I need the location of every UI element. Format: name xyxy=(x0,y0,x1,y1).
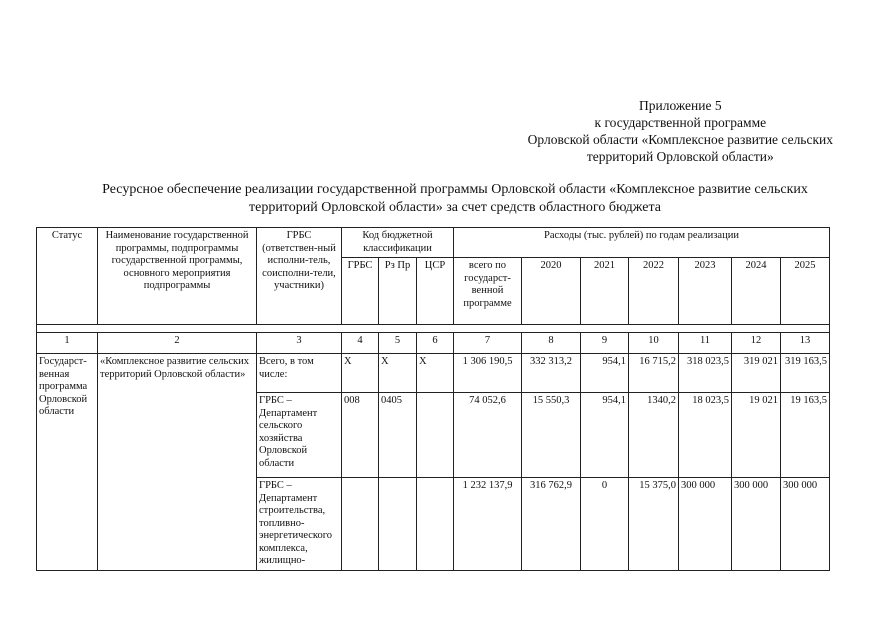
column-number: 11 xyxy=(679,333,732,354)
column-number: 6 xyxy=(417,333,454,354)
column-number: 12 xyxy=(732,333,781,354)
year-2022-cell: 16 715,2 xyxy=(629,354,679,393)
year-2020-cell: 15 550,3 xyxy=(522,393,581,478)
column-number: 1 xyxy=(37,333,98,354)
column-number: 3 xyxy=(257,333,342,354)
column-number: 13 xyxy=(781,333,830,354)
code-grbs-cell xyxy=(342,478,379,571)
header-year-2020: 2020 xyxy=(522,258,581,325)
column-number: 8 xyxy=(522,333,581,354)
code-csr-cell: Х xyxy=(417,354,454,393)
header-grbs: ГРБС (ответствен-ный исполни-тель, соисполни-тели, участники) xyxy=(257,228,342,325)
header-budget-code: Код бюджетной классификации xyxy=(342,228,454,258)
code-csr-cell xyxy=(417,393,454,478)
year-2022-cell: 1340,2 xyxy=(629,393,679,478)
year-2023-cell: 18 023,5 xyxy=(679,393,732,478)
total-cell: 1 306 190,5 xyxy=(454,354,522,393)
year-2023-cell: 300 000 xyxy=(679,478,732,571)
header-code-rzpr: Рз Пр xyxy=(379,258,417,325)
column-number: 2 xyxy=(98,333,257,354)
status-cell: Государст-венная программа Орловской области xyxy=(37,354,98,571)
year-2024-cell: 19 021 xyxy=(732,393,781,478)
header-total: всего по государст-венной программе xyxy=(454,258,522,325)
header-expenses: Расходы (тыс. рублей) по годам реализации xyxy=(454,228,830,258)
year-2021-cell: 0 xyxy=(581,478,629,571)
year-2024-cell: 319 021 xyxy=(732,354,781,393)
code-grbs-cell: 008 xyxy=(342,393,379,478)
header-status: Статус xyxy=(37,228,98,325)
header-code-csr: ЦСР xyxy=(417,258,454,325)
appendix-line-3: Орловской области «Комплексное развитие сельских xyxy=(527,132,833,147)
year-2020-cell: 316 762,9 xyxy=(522,478,581,571)
header-year-2023: 2023 xyxy=(679,258,732,325)
column-number: 4 xyxy=(342,333,379,354)
resource-table-container xyxy=(36,227,830,571)
year-2022-cell: 15 375,0 xyxy=(629,478,679,571)
document-title xyxy=(60,181,850,217)
year-2021-cell: 954,1 xyxy=(581,393,629,478)
grbs-cell: Всего, в том числе: xyxy=(257,354,342,393)
document-title-line-1: Ресурсное обеспечение реализации государственной программы Орловской области «Комплексное развитие сельских xyxy=(102,182,808,197)
total-cell: 74 052,6 xyxy=(454,393,522,478)
code-csr-cell xyxy=(417,478,454,571)
column-number-row xyxy=(37,333,830,354)
total-cell: 1 232 137,9 xyxy=(454,478,522,571)
column-number: 10 xyxy=(629,333,679,354)
code-rzpr-cell xyxy=(379,478,417,571)
code-rzpr-cell: Х xyxy=(379,354,417,393)
code-rzpr-cell: 0405 xyxy=(379,393,417,478)
header-year-2025: 2025 xyxy=(781,258,830,325)
grbs-cell: ГРБС – Департамент сельского хозяйства Орловской области xyxy=(257,393,342,478)
table-gap xyxy=(37,325,830,333)
header-code-grbs: ГРБС xyxy=(342,258,379,325)
year-2023-cell: 318 023,5 xyxy=(679,354,732,393)
year-2025-cell: 19 163,5 xyxy=(781,393,830,478)
year-2024-cell: 300 000 xyxy=(732,478,781,571)
grbs-cell: ГРБС – Департамент строительства, топливно-энергетического комплекса, жилищно- xyxy=(257,478,342,571)
program-name-cell: «Комплексное развитие сельских территорий Орловской области» xyxy=(98,354,257,571)
header-row-1 xyxy=(37,228,830,258)
appendix-line-1: Приложение 5 xyxy=(639,98,722,113)
year-2021-cell: 954,1 xyxy=(581,354,629,393)
header-name: Наименование государственной программы, подпрограммы государственной программы, основного мероприятия подпрограммы xyxy=(98,228,257,325)
appendix-line-4: территорий Орловской области» xyxy=(586,149,774,164)
year-2025-cell: 319 163,5 xyxy=(781,354,830,393)
table-row xyxy=(37,354,830,393)
year-2020-cell: 332 313,2 xyxy=(522,354,581,393)
code-grbs-cell: Х xyxy=(342,354,379,393)
column-number: 5 xyxy=(379,333,417,354)
header-year-2021: 2021 xyxy=(581,258,629,325)
document-title-line-2: территорий Орловской области» за счет средств областного бюджета xyxy=(248,200,662,215)
header-year-2024: 2024 xyxy=(732,258,781,325)
column-number: 9 xyxy=(581,333,629,354)
header-year-2022: 2022 xyxy=(629,258,679,325)
column-number: 7 xyxy=(454,333,522,354)
appendix-block xyxy=(528,97,833,165)
year-2025-cell: 300 000 xyxy=(781,478,830,571)
resource-table xyxy=(36,227,830,571)
appendix-line-2: к государственной программе xyxy=(594,115,767,130)
